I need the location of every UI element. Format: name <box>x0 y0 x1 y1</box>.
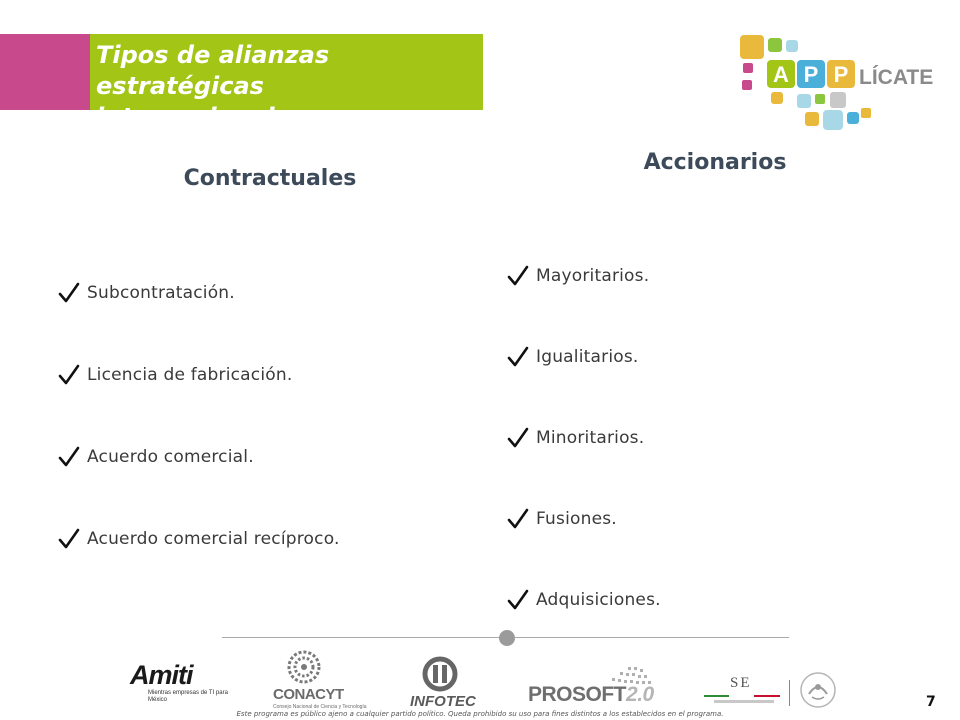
checkmark-icon <box>58 445 80 469</box>
list-item-label: Minoritarios. <box>536 427 645 448</box>
list-item-label: Mayoritarios. <box>536 265 650 286</box>
se-logo-subtitle <box>714 700 774 703</box>
svg-text:P: P <box>833 62 849 87</box>
prosoft-name: PROSOFT <box>528 683 627 706</box>
se-flag-stripe <box>704 695 780 697</box>
conacyt-logo-text: CONACYT <box>273 686 344 703</box>
conacyt-logo-subtitle: Consejo Nacional de Ciencia y Tecnología <box>273 704 367 710</box>
checkmark-icon <box>507 426 529 450</box>
list-item <box>507 235 661 316</box>
amiti-logo <box>130 660 228 708</box>
checkmark-icon <box>507 507 529 531</box>
svg-text:LÍCATE: LÍCATE <box>859 66 934 89</box>
checkmark-icon <box>58 363 80 387</box>
prosoft-logo-text <box>528 683 654 707</box>
prosoft-version: 2.0 <box>626 683 654 706</box>
checkmark-icon <box>507 264 529 288</box>
se-logo-text: SE <box>730 675 752 691</box>
list-item <box>507 397 661 478</box>
list-item-label: Licencia de fabricación. <box>87 365 293 385</box>
svg-text:A: A <box>773 62 789 87</box>
prosoft-logo <box>528 665 658 707</box>
list-item <box>58 252 340 334</box>
checkmark-icon <box>58 281 80 305</box>
list-item-label: Adquisiciones. <box>536 589 661 610</box>
shield-icon <box>798 670 838 710</box>
header-accent-bar <box>0 34 90 110</box>
slide-title-line-2: estratégicas internacionales <box>96 72 306 131</box>
checkmark-icon <box>507 588 529 612</box>
list-item <box>58 498 340 580</box>
slide-title-line-1: Tipos de alianzas <box>96 41 330 69</box>
infotec-mark-icon <box>421 655 459 693</box>
footer-divider-left <box>222 637 500 638</box>
amiti-logo-subtitle: Mientras empresas de TI para México <box>148 690 228 703</box>
checkmark-icon <box>507 345 529 369</box>
list-item-label: Acuerdo comercial. <box>87 447 254 467</box>
footer-divider-right <box>514 637 789 638</box>
applicate-logo <box>735 30 935 140</box>
list-item <box>58 416 340 498</box>
contractuales-heading: Contractuales <box>183 166 357 191</box>
slide-title <box>96 40 480 133</box>
accionarios-list <box>507 235 661 640</box>
amiti-logo-text: Amiti <box>130 660 193 690</box>
accionarios-heading: Accionarios <box>643 150 787 175</box>
list-item <box>507 478 661 559</box>
footer-disclaimer: Este programa es público ajeno a cualquier partido político. Queda prohibido su uso para fines distintos a los establecidos en el programa. <box>236 710 724 718</box>
list-item-label: Igualitarios. <box>536 346 639 367</box>
se-logo <box>700 675 785 707</box>
infotec-logo-text: INFOTEC <box>410 693 476 710</box>
circle-icon <box>499 630 515 646</box>
conacyt-logo <box>265 650 375 710</box>
page-number: 7 <box>926 694 936 710</box>
contractuales-list <box>58 252 340 580</box>
svg-text:P: P <box>803 62 819 87</box>
list-item <box>58 334 340 416</box>
list-item <box>507 316 661 397</box>
checkmark-icon <box>58 527 80 551</box>
conacyt-seal-icon <box>287 650 321 684</box>
footer-separator <box>789 680 790 706</box>
list-item-label: Subcontratación. <box>87 283 235 303</box>
list-item-label: Acuerdo comercial recíproco. <box>87 529 340 549</box>
infotec-logo <box>408 655 476 710</box>
list-item-label: Fusiones. <box>536 508 617 529</box>
list-item <box>507 559 661 640</box>
